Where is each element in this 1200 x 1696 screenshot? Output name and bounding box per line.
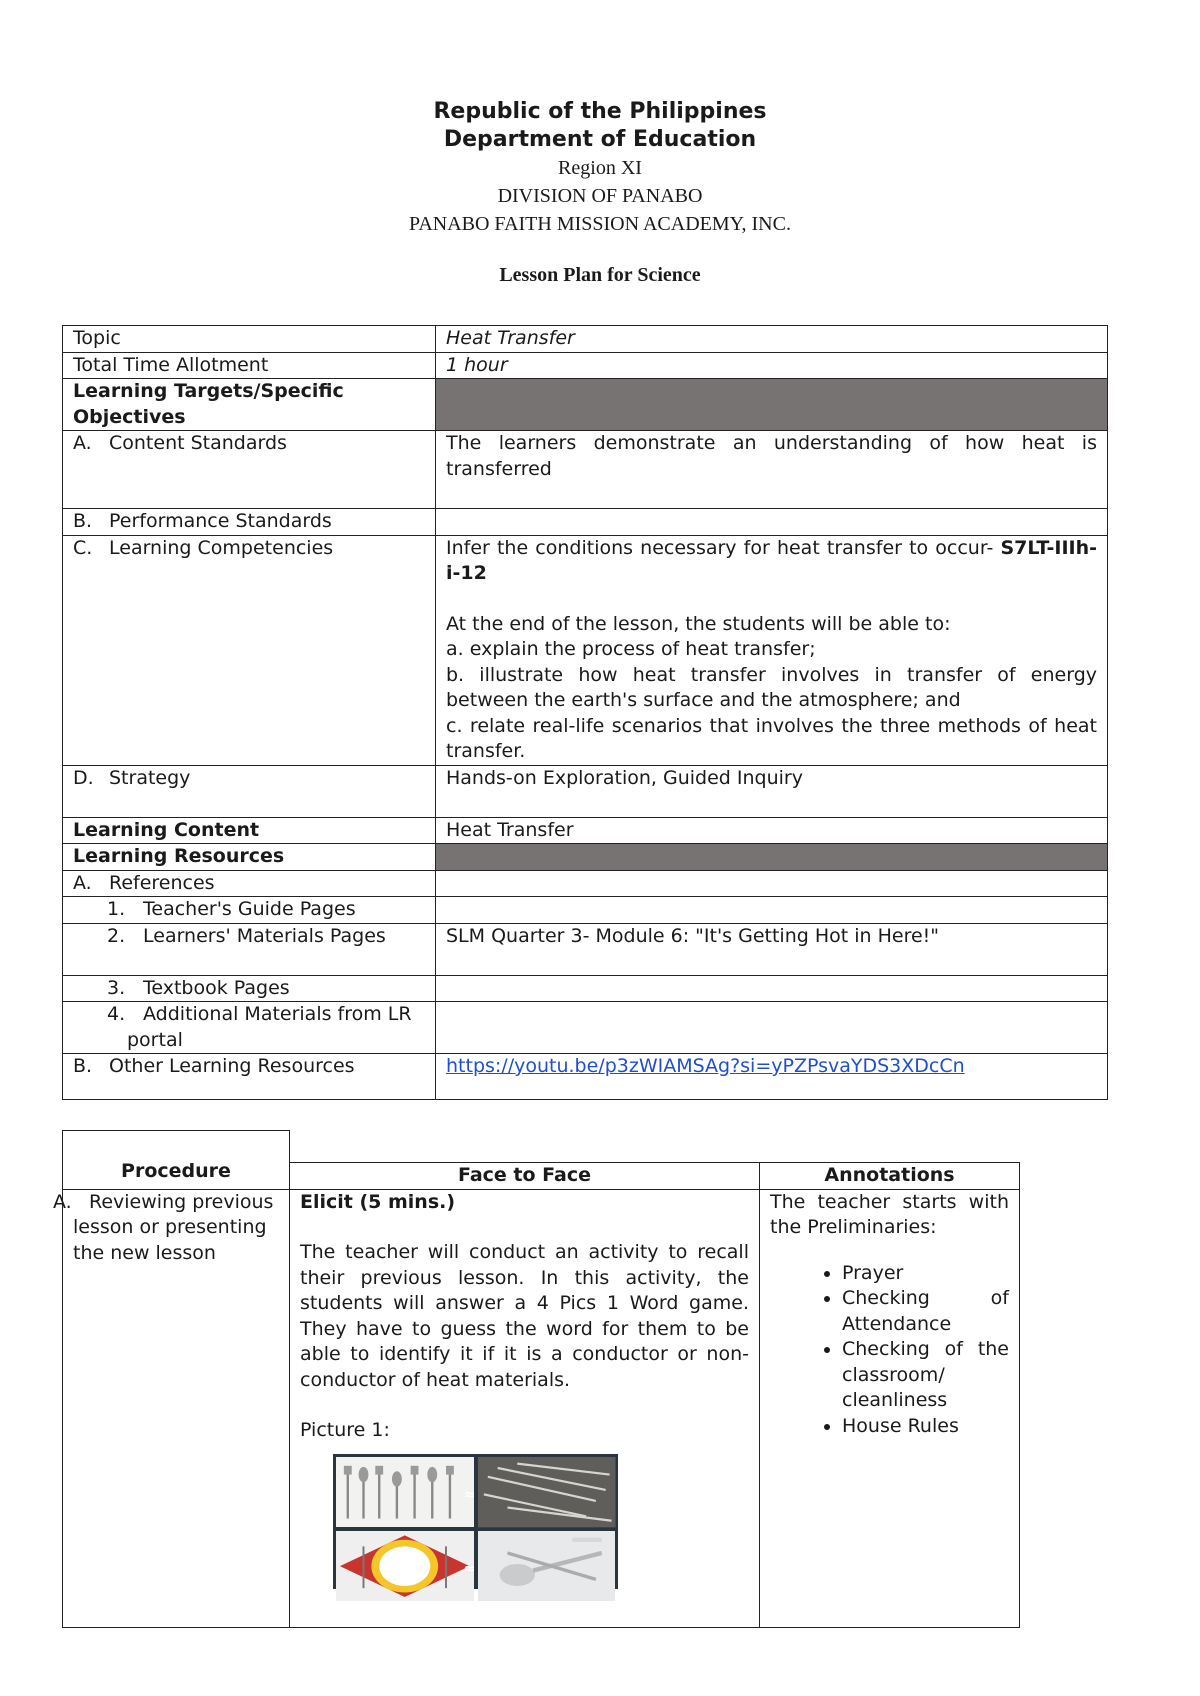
division-line: DIVISION OF PANABO [497, 185, 703, 207]
face-to-face-cell [290, 1189, 760, 1627]
republic-line: Republic of the Philippines [433, 99, 767, 124]
ref-item-label: 2. Learners' Materials Pages [63, 923, 436, 975]
performance-standards-value [436, 509, 1108, 536]
lesson-plan-title: Lesson Plan for Science [499, 264, 701, 286]
ref-item-label: 4. Additional Materials from LR portal [63, 1002, 436, 1054]
row-other-resources [63, 1054, 1108, 1100]
ref-item-value [436, 897, 1108, 924]
topic-value: Heat Transfer [436, 326, 1108, 353]
row-ref-item [63, 975, 1108, 1002]
objective-item: b. illustrate how heat transfer involves in transfer of energy between the earth's surface and the atmosphere; and [446, 663, 1097, 711]
objective-item: a. explain the process of heat transfer; [446, 638, 816, 660]
pic-cutlery-drawer [478, 1457, 616, 1527]
ref-item-value [436, 1002, 1108, 1054]
references-value [436, 870, 1108, 897]
resources-shaded-cell [436, 844, 1108, 871]
row-learning-content [63, 817, 1108, 844]
row-ref-item [63, 897, 1108, 924]
department-line: Department of Education [443, 127, 757, 152]
annotation-list [770, 1261, 1009, 1440]
performance-standards-label: B. Performance Standards [63, 509, 436, 536]
targets-label: Learning Targets/Specific Objectives [63, 379, 436, 431]
elicit-text: The teacher will conduct an activity to recall their previous lesson. In this activity, the students will answer a 4 Pics 1 Word game. They have to guess the word for them to be able to identify it if it is a conductor or non-conductor of heat materials. [300, 1241, 749, 1391]
annotations-header: Annotations [760, 1163, 1020, 1190]
strategy-label: D. Strategy [63, 765, 436, 817]
targets-shaded-cell [436, 379, 1108, 431]
row-learning-resources [63, 844, 1108, 871]
competencies-label: C. Learning Competencies [63, 535, 436, 765]
row-content-standards [63, 431, 1108, 509]
time-label: Total Time Allotment [63, 352, 436, 379]
annotation-item: • Checking of Attendance [842, 1286, 1009, 1337]
pic-plate-setting: ≈ [336, 1531, 474, 1601]
four-pics-image [333, 1454, 618, 1589]
row-targets [63, 379, 1108, 431]
pic-utensils: ≈ [336, 1457, 474, 1527]
procedure-step-label: A. Reviewing previous lesson or presenting the new lesson [63, 1189, 290, 1627]
annotation-intro: The teacher starts with the Preliminaries: [770, 1190, 1009, 1238]
competencies-value [436, 535, 1108, 765]
learning-content-label: Learning Content [63, 817, 436, 844]
objective-item: c. relate real-life scenarios that involves the three methods of heat transfer. [446, 714, 1097, 762]
content-standards-value: The learners demonstrate an understanding of how heat is transferred [436, 431, 1108, 509]
annotation-item: • Checking of the classroom/ cleanliness [842, 1337, 1009, 1414]
row-references [63, 870, 1108, 897]
procedure-row [63, 1189, 1020, 1627]
lesson-plan-table [62, 325, 1108, 1100]
strategy-value: Hands-on Exploration, Guided Inquiry [436, 765, 1108, 817]
ref-item-value: SLM Quarter 3- Module 6: "It's Getting Hot in Here!" [436, 923, 1108, 975]
row-ref-item [63, 1002, 1108, 1054]
row-ref-item [63, 923, 1108, 975]
procedure-blank-cell [290, 1131, 1020, 1163]
video-link[interactable]: https://youtu.be/p3zWIAMSAg?si=yPZPsvaYDS3XDcCn [446, 1055, 965, 1077]
topic-label: Topic [63, 326, 436, 353]
procedure-top-row [63, 1131, 1020, 1163]
ref-item-label: 1. Teacher's Guide Pages [63, 897, 436, 924]
annotation-item: • Prayer [842, 1261, 1009, 1287]
other-resources-value [436, 1054, 1108, 1100]
learning-resources-label: Learning Resources [63, 844, 436, 871]
row-competencies [63, 535, 1108, 765]
references-label: A. References [63, 870, 436, 897]
row-topic [63, 326, 1108, 353]
region-line: Region XI [558, 157, 642, 179]
competency-statement: Infer the conditions necessary for heat transfer to occur- S7LT-IIIh-i-12 [446, 536, 1097, 584]
row-time [63, 352, 1108, 379]
picture-label: Picture 1: [300, 1419, 390, 1441]
annotation-item: • House Rules [842, 1414, 1009, 1440]
other-resources-label: B. Other Learning Resources [63, 1054, 436, 1100]
row-strategy [63, 765, 1108, 817]
procedure-header: Procedure [63, 1131, 290, 1190]
ref-item-label: 3. Textbook Pages [63, 975, 436, 1002]
school-line: PANABO FAITH MISSION ACADEMY, INC. [409, 213, 791, 235]
row-performance-standards [63, 509, 1108, 536]
ref-item-value [436, 975, 1108, 1002]
elicit-title: Elicit (5 mins.) [300, 1190, 456, 1213]
learning-content-value: Heat Transfer [436, 817, 1108, 844]
face-to-face-header: Face to Face [290, 1163, 760, 1190]
time-value: 1 hour [436, 352, 1108, 379]
procedure-table [53, 1130, 1020, 1628]
objectives-intro: At the end of the lesson, the students will be able to: [446, 612, 951, 635]
content-standards-label: A. Content Standards [63, 431, 436, 509]
document-header [0, 98, 1200, 287]
competency-code: S7LT-IIIh-i-12 [446, 536, 1097, 584]
annotations-cell [760, 1189, 1020, 1627]
pic-spoons [478, 1531, 616, 1601]
